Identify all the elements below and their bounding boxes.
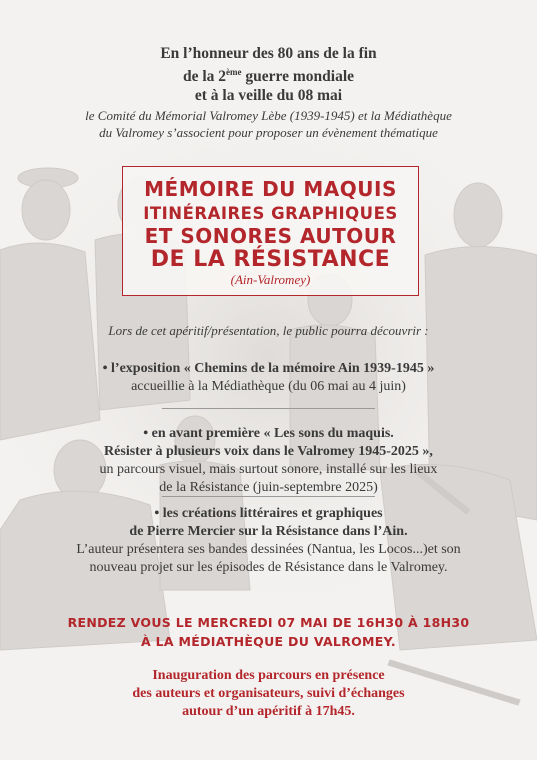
intro-organizers <box>0 107 537 141</box>
inauguration-line-3: autour d’un apéritif à 17h45. <box>182 704 355 719</box>
intro-line-2-sup: ème <box>226 67 242 77</box>
program-item-pierre-mercier <box>0 505 537 577</box>
item-1-title: • l’exposition « Chemins de la mémoire Ain 1939-1945 » <box>102 361 435 376</box>
intro-italic-c: et la <box>354 108 384 123</box>
lead-text: Lors de cet apéritif/présentation, le public pourra découvrir : <box>108 323 429 338</box>
title-line-2: ITINÉRAIRES GRAPHIQUES <box>143 204 398 223</box>
program-item-exposition <box>0 360 537 396</box>
intro-line-1: En l’honneur des 80 ans de la fin <box>160 45 377 62</box>
item-3-title-2: de Pierre Mercier sur la Résistance dans l’Ain. <box>129 524 408 539</box>
item-2-title-1: • en avant première « Les sons du maquis. <box>143 426 394 441</box>
organizer-mediatheque: Médiathèque <box>383 108 452 123</box>
divider <box>162 496 375 497</box>
intro-line-3: et à la veille du 08 mai <box>194 87 343 105</box>
item-1-text: accueillie à la Médiathèque (du 06 mai au 4 juin) <box>131 379 406 394</box>
inauguration-line-1: Inauguration des parcours en présence <box>152 668 385 683</box>
title-line-3: ET SONORES AUTOUR <box>144 224 397 248</box>
title-line-4: DE LA RÉSISTANCE <box>150 247 391 272</box>
intro-line-2-pre: de la 2 <box>182 68 227 86</box>
program-item-sons-du-maquis <box>0 425 537 497</box>
item-2-text-2: de la Résistance (juin-septembre 2025) <box>159 480 378 495</box>
item-2-title-2: Résister à plusieurs voix dans le Valromey 1945-2025 », <box>104 444 433 459</box>
organizer-comite: Comité du Mémorial Valromey Lèbe (1939-1945) <box>97 108 355 123</box>
divider <box>162 408 375 409</box>
title-box <box>122 166 419 296</box>
item-2-text-1: un parcours visuel, mais surtout sonore, installé sur les lieux <box>99 462 438 477</box>
intro-italic-a: le <box>85 108 98 123</box>
intro-line-2-post: guerre mondiale <box>241 68 355 86</box>
title-line-1: MÉMOIRE DU MAQUIS <box>144 177 397 201</box>
rdv-line-2: À LA MÉDIATHÈQUE DU VALROMEY. <box>141 634 396 649</box>
title-location: (Ain-Valromey) <box>230 272 311 287</box>
item-3-text-1: L’auteur présentera ses bandes dessinées (Nantua, les Locos...)et son <box>76 542 461 557</box>
inauguration <box>0 667 537 721</box>
intro-italic-f: s’associent pour proposer un évènement thématique <box>163 125 438 140</box>
organizer-mediatheque-2: du Valromey <box>99 125 164 140</box>
rendez-vous <box>0 613 537 651</box>
intro-heading <box>0 44 537 105</box>
item-3-text-2: nouveau projet sur les épisodes de Résistance dans le Valromey. <box>89 560 448 575</box>
inauguration-line-2: des auteurs et organisateurs, suivi d’échanges <box>132 686 405 701</box>
rdv-line-1: RENDEZ VOUS LE MERCREDI 07 MAI DE 16H30 À 18H30 <box>67 615 470 630</box>
intro-line-2 <box>0 63 537 86</box>
item-3-title-1: • les créations littéraires et graphiques <box>154 506 383 521</box>
